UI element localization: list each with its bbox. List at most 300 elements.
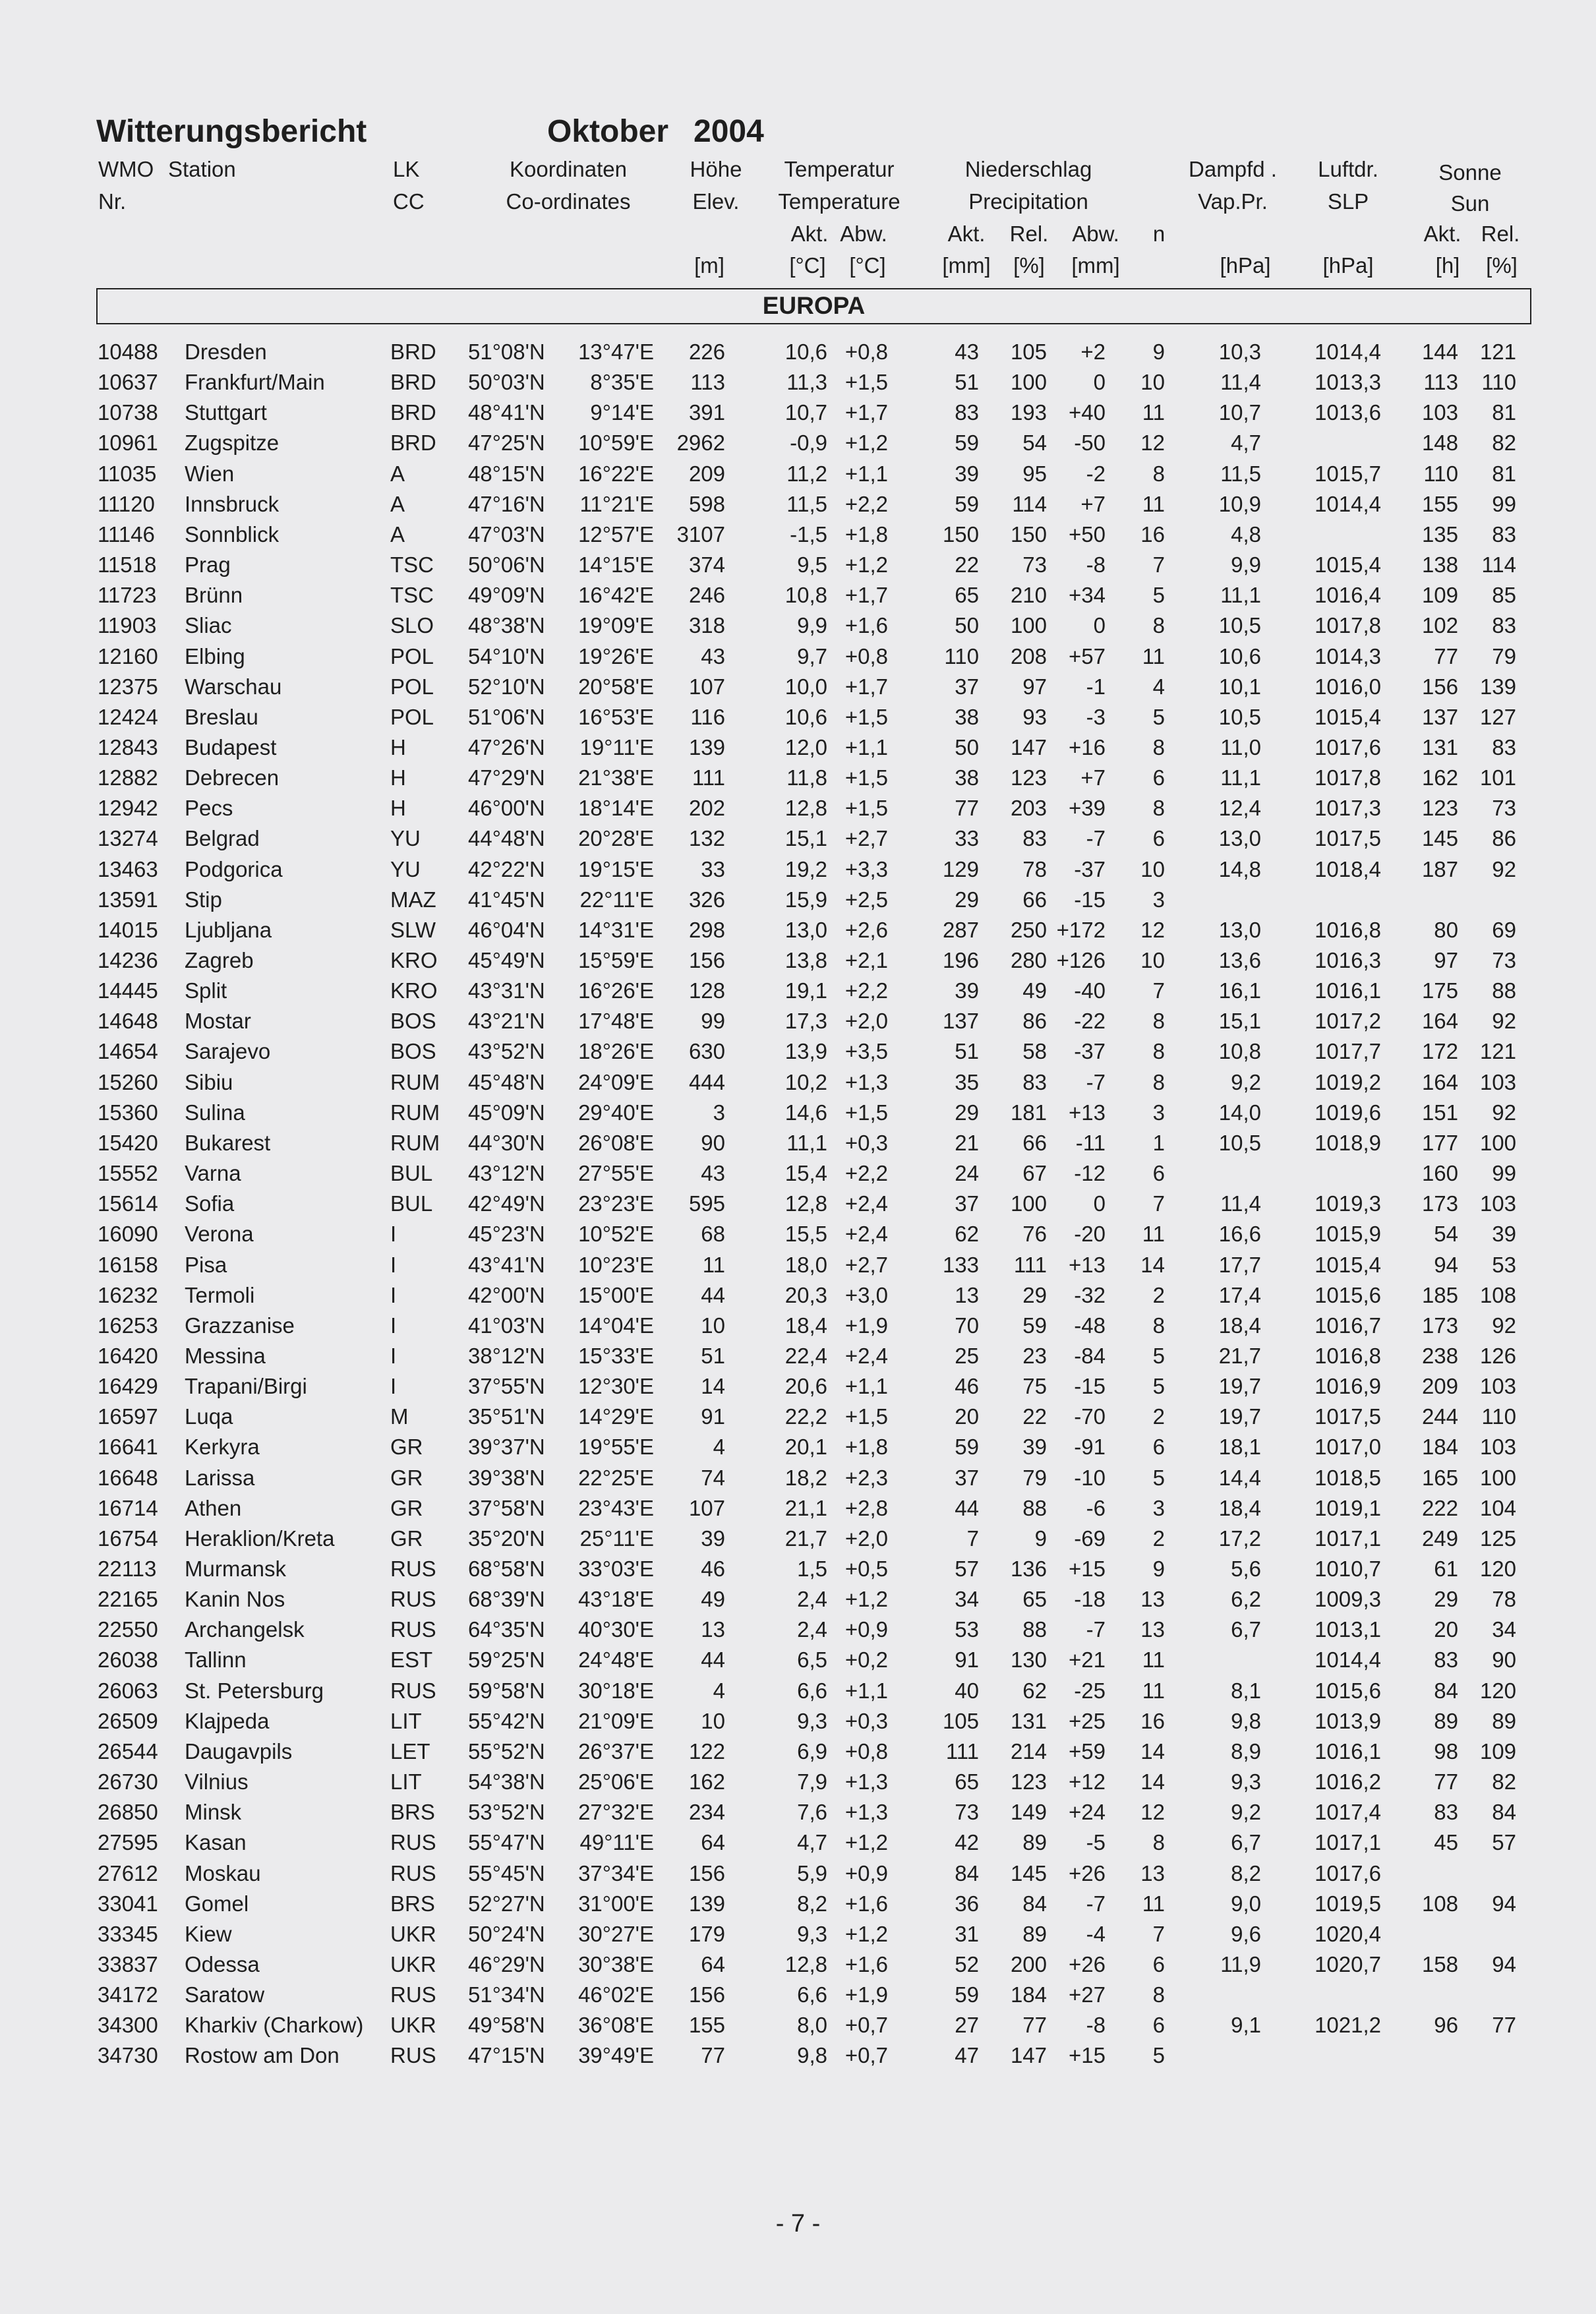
table-row xyxy=(0,1432,1596,1462)
cell-temp-akt: 19,2 xyxy=(784,856,827,881)
cell-prec-akt: 39 xyxy=(955,461,979,486)
cell-temp-akt: 13,8 xyxy=(784,948,827,972)
cell-vapour-pressure: 10,1 xyxy=(1218,674,1261,699)
cell-temp-akt: 9,7 xyxy=(797,643,827,668)
cell-longitude: 14°15'E xyxy=(578,552,654,578)
cell-latitude: 51°08'N xyxy=(468,340,545,364)
cell-longitude: 25°11'E xyxy=(579,1526,654,1551)
cell-country: GR xyxy=(390,1526,423,1551)
cell-prec-akt: 29 xyxy=(955,1100,979,1125)
cell-country: LIT xyxy=(390,1708,422,1733)
cell-wmo-nr: 22165 xyxy=(98,1587,158,1612)
cell-prec-rel: 86 xyxy=(1022,1009,1047,1034)
cell-elevation: 209 xyxy=(688,461,725,486)
cell-sun-akt: 185 xyxy=(1421,1282,1458,1307)
header-temp-akt: Akt. xyxy=(790,222,829,246)
cell-wmo-nr: 11146 xyxy=(98,521,155,547)
cell-country: RUS xyxy=(390,1860,436,1885)
cell-prec-akt: 133 xyxy=(942,1252,979,1277)
cell-prec-n: 5 xyxy=(1152,1465,1165,1490)
cell-temp-akt: 6,6 xyxy=(797,1678,827,1703)
cell-prec-n: 7 xyxy=(1152,1191,1165,1216)
cell-sun-rel: 83 xyxy=(1492,613,1516,638)
table-row xyxy=(0,1189,1596,1219)
cell-prec-abw: -8 xyxy=(1086,2013,1106,2038)
table-row xyxy=(0,1371,1596,1402)
cell-sun-akt: 151 xyxy=(1421,1100,1458,1125)
cell-longitude: 10°52'E xyxy=(578,1222,654,1247)
cell-vapour-pressure: 11,1 xyxy=(1220,765,1261,790)
cell-longitude: 22°11'E xyxy=(579,887,654,912)
cell-vapour-pressure: 8,2 xyxy=(1231,1860,1261,1885)
table-row xyxy=(0,1158,1596,1189)
cell-station: Messina xyxy=(185,1343,266,1368)
cell-prec-akt: 22 xyxy=(955,552,979,578)
cell-temp-akt: 22,2 xyxy=(784,1404,827,1429)
cell-elevation: 128 xyxy=(688,978,725,1003)
header-prec-abw-unit: [mm] xyxy=(1071,253,1120,278)
cell-longitude: 24°48'E xyxy=(578,1647,654,1673)
cell-prec-akt: 38 xyxy=(955,704,979,729)
cell-longitude: 25°06'E xyxy=(578,1769,654,1795)
cell-slp: 1016,8 xyxy=(1315,917,1381,942)
cell-temp-akt: 19,1 xyxy=(784,978,827,1003)
cell-temp-akt: 10,7 xyxy=(784,400,827,425)
cell-vapour-pressure: 11,1 xyxy=(1220,583,1261,608)
table-row xyxy=(0,580,1596,610)
cell-longitude: 26°37'E xyxy=(578,1738,654,1764)
cell-elevation: 234 xyxy=(688,1800,725,1825)
cell-station: Sonnblick xyxy=(185,521,280,547)
cell-temp-akt: 2,4 xyxy=(797,1587,827,1612)
cell-prec-n: 4 xyxy=(1152,674,1165,699)
cell-wmo-nr: 11120 xyxy=(98,491,155,516)
table-row xyxy=(0,1827,1596,1858)
cell-temp-abw: +3,0 xyxy=(844,1282,888,1307)
cell-wmo-nr: 10637 xyxy=(98,370,158,395)
cell-slp: 1015,6 xyxy=(1315,1282,1381,1307)
cell-prec-rel: 130 xyxy=(1010,1647,1047,1673)
cell-sun-akt: 97 xyxy=(1434,948,1458,972)
cell-slp: 1019,6 xyxy=(1315,1100,1381,1125)
cell-vapour-pressure: 19,7 xyxy=(1218,1374,1261,1399)
cell-wmo-nr: 16090 xyxy=(98,1222,158,1247)
cell-vapour-pressure: 9,2 xyxy=(1231,1069,1261,1094)
cell-longitude: 9°14'E xyxy=(590,400,654,425)
cell-prec-akt: 150 xyxy=(942,521,979,547)
cell-latitude: 47°03'N xyxy=(468,521,545,547)
cell-sun-rel: 53 xyxy=(1492,1252,1516,1277)
table-row xyxy=(0,1676,1596,1706)
cell-sun-akt: 96 xyxy=(1434,2013,1458,2038)
cell-prec-n: 11 xyxy=(1142,400,1165,425)
cell-prec-akt: 77 xyxy=(955,796,979,821)
cell-longitude: 15°59'E xyxy=(578,948,654,972)
cell-vapour-pressure: 10,7 xyxy=(1218,400,1261,425)
cell-station: Kharkiv (Charkow) xyxy=(185,2013,364,2038)
cell-prec-abw: +126 xyxy=(1056,948,1106,972)
table-row xyxy=(0,489,1596,519)
cell-wmo-nr: 34172 xyxy=(98,1982,158,2007)
cell-wmo-nr: 33345 xyxy=(98,1921,158,1946)
cell-prec-akt: 65 xyxy=(955,1769,979,1795)
cell-country: RUS xyxy=(390,2043,436,2068)
cell-prec-rel: 210 xyxy=(1010,583,1047,608)
cell-wmo-nr: 16597 xyxy=(98,1404,158,1429)
cell-sun-rel: 103 xyxy=(1479,1374,1516,1399)
cell-station: Zugspitze xyxy=(185,430,280,456)
cell-latitude: 50°06'N xyxy=(468,552,545,578)
cell-vapour-pressure: 10,5 xyxy=(1218,1130,1261,1155)
cell-prec-rel: 93 xyxy=(1022,704,1047,729)
cell-country: I xyxy=(390,1252,397,1277)
cell-latitude: 43°41'N xyxy=(468,1252,545,1277)
cell-prec-rel: 75 xyxy=(1022,1374,1047,1399)
header-sun-rel: Rel. xyxy=(1481,222,1520,246)
cell-prec-akt: 37 xyxy=(955,674,979,699)
cell-temp-abw: +0,7 xyxy=(844,2013,888,2038)
cell-longitude: 12°30'E xyxy=(578,1374,654,1399)
cell-prec-abw: -7 xyxy=(1086,1069,1106,1094)
cell-country: SLW xyxy=(390,917,436,942)
cell-country: RUS xyxy=(390,1678,436,1703)
cell-temp-akt: 18,0 xyxy=(784,1252,827,1277)
cell-wmo-nr: 27595 xyxy=(98,1830,158,1855)
cell-temp-akt: 9,3 xyxy=(797,1921,827,1946)
cell-prec-abw: -69 xyxy=(1074,1526,1106,1551)
cell-prec-abw: -15 xyxy=(1074,1374,1106,1399)
cell-temp-abw: +0,8 xyxy=(844,1738,888,1764)
cell-prec-akt: 57 xyxy=(955,1557,979,1581)
cell-elevation: 33 xyxy=(701,856,725,881)
cell-station: Vilnius xyxy=(185,1769,249,1795)
cell-country: POL xyxy=(390,704,434,729)
cell-temp-akt: 9,5 xyxy=(797,552,827,578)
cell-prec-n: 3 xyxy=(1152,887,1165,912)
cell-temp-abw: +0,8 xyxy=(844,643,888,668)
cell-longitude: 21°38'E xyxy=(578,765,654,790)
table-row xyxy=(0,1067,1596,1098)
cell-prec-akt: 110 xyxy=(944,643,979,668)
cell-longitude: 18°26'E xyxy=(578,1039,654,1064)
table-row xyxy=(0,1098,1596,1128)
cell-elevation: 444 xyxy=(688,1069,725,1094)
cell-station: Ljubljana xyxy=(185,917,272,942)
cell-longitude: 19°15'E xyxy=(578,856,654,881)
cell-temp-abw: +2,7 xyxy=(844,826,888,851)
cell-sun-akt: 80 xyxy=(1434,917,1458,942)
cell-sun-rel: 69 xyxy=(1492,917,1516,942)
cell-prec-abw: -6 xyxy=(1086,1495,1106,1520)
cell-vapour-pressure: 8,9 xyxy=(1231,1738,1261,1764)
report-title: Witterungsbericht xyxy=(96,114,367,149)
cell-sun-rel: 82 xyxy=(1492,1769,1516,1795)
cell-vapour-pressure: 12,4 xyxy=(1218,796,1261,821)
cell-vapour-pressure: 13,0 xyxy=(1218,917,1261,942)
cell-temp-abw: +2,2 xyxy=(844,978,888,1003)
table-row xyxy=(0,641,1596,672)
cell-sun-akt: 162 xyxy=(1421,765,1458,790)
cell-country: M xyxy=(390,1404,409,1429)
cell-sun-rel: 88 xyxy=(1492,978,1516,1003)
cell-elevation: 162 xyxy=(688,1769,725,1795)
cell-slp: 1017,4 xyxy=(1315,1800,1381,1825)
cell-country: RUS xyxy=(390,1982,436,2007)
cell-prec-rel: 150 xyxy=(1010,521,1047,547)
cell-slp: 1009,3 xyxy=(1315,1587,1381,1612)
cell-wmo-nr: 33041 xyxy=(98,1891,158,1916)
cell-wmo-nr: 16714 xyxy=(98,1495,158,1520)
cell-temp-akt: 13,0 xyxy=(784,917,827,942)
table-row xyxy=(0,2040,1596,2071)
cell-temp-abw: +1,1 xyxy=(844,1678,888,1703)
cell-prec-akt: 59 xyxy=(955,1435,979,1460)
cell-prec-n: 12 xyxy=(1140,430,1165,456)
cell-temp-akt: 10,6 xyxy=(784,704,827,729)
cell-temp-akt: 11,3 xyxy=(786,370,827,395)
header-temp-abw: Abw. xyxy=(840,222,887,246)
cell-country: UKR xyxy=(390,1921,436,1946)
region-header xyxy=(96,288,1531,324)
cell-station: Minsk xyxy=(185,1800,242,1825)
cell-sun-akt: 98 xyxy=(1434,1738,1458,1764)
cell-prec-n: 14 xyxy=(1140,1252,1165,1277)
cell-prec-rel: 29 xyxy=(1022,1282,1047,1307)
cell-prec-n: 11 xyxy=(1142,1647,1165,1673)
cell-country: A xyxy=(390,491,405,516)
cell-station: Belgrad xyxy=(185,826,260,851)
cell-temp-akt: 8,2 xyxy=(797,1891,827,1916)
cell-prec-rel: 149 xyxy=(1010,1800,1047,1825)
cell-prec-akt: 47 xyxy=(955,2043,979,2068)
cell-latitude: 38°12'N xyxy=(468,1343,545,1368)
cell-slp: 1021,2 xyxy=(1315,2013,1381,2038)
cell-station: Termoli xyxy=(185,1282,255,1307)
cell-sun-akt: 83 xyxy=(1434,1800,1458,1825)
header-prec-n: n xyxy=(1152,222,1166,246)
cell-longitude: 20°28'E xyxy=(578,826,654,851)
cell-prec-abw: +21 xyxy=(1069,1647,1106,1673)
cell-vapour-pressure: 9,3 xyxy=(1231,1769,1261,1795)
cell-vapour-pressure: 14,4 xyxy=(1218,1465,1261,1490)
cell-latitude: 55°45'N xyxy=(468,1860,545,1885)
cell-prec-n: 5 xyxy=(1152,1343,1165,1368)
cell-prec-n: 7 xyxy=(1152,1921,1165,1946)
header-luftdr: Luftdr. xyxy=(1318,157,1378,181)
cell-temp-akt: 9,9 xyxy=(797,613,827,638)
cell-prec-n: 11 xyxy=(1142,1222,1165,1247)
table-row xyxy=(0,976,1596,1006)
cell-vapour-pressure: 11,9 xyxy=(1220,1951,1261,1976)
cell-prec-abw: +34 xyxy=(1069,583,1106,608)
cell-temp-abw: +1,3 xyxy=(844,1769,888,1795)
cell-vapour-pressure: 13,6 xyxy=(1218,948,1261,972)
table-row xyxy=(0,550,1596,580)
cell-sun-rel: 77 xyxy=(1492,2013,1516,2038)
cell-elevation: 77 xyxy=(701,2043,725,2068)
cell-prec-rel: 67 xyxy=(1022,1161,1047,1186)
cell-prec-rel: 89 xyxy=(1022,1921,1047,1946)
cell-latitude: 37°55'N xyxy=(468,1374,545,1399)
cell-station: Sulina xyxy=(185,1100,245,1125)
cell-temp-abw: +0,5 xyxy=(844,1557,888,1581)
cell-vapour-pressure: 9,6 xyxy=(1231,1921,1261,1946)
cell-prec-akt: 84 xyxy=(955,1860,979,1885)
cell-longitude: 27°32'E xyxy=(578,1800,654,1825)
cell-prec-n: 9 xyxy=(1152,340,1165,364)
cell-prec-n: 6 xyxy=(1152,826,1165,851)
cell-prec-rel: 136 xyxy=(1010,1557,1047,1581)
cell-station: Sliac xyxy=(185,613,232,638)
cell-country: BOS xyxy=(390,1039,436,1064)
table-row xyxy=(0,1463,1596,1493)
cell-station: Innsbruck xyxy=(185,491,280,516)
cell-station: Sibiu xyxy=(185,1069,233,1094)
table-row xyxy=(0,1736,1596,1767)
cell-country: RUM xyxy=(390,1130,440,1155)
cell-temp-abw: +1,2 xyxy=(844,552,888,578)
cell-temp-abw: +2,1 xyxy=(844,948,888,972)
cell-country: RUS xyxy=(390,1830,436,1855)
cell-prec-rel: 65 xyxy=(1022,1587,1047,1612)
cell-latitude: 64°35'N xyxy=(468,1617,545,1642)
cell-sun-rel: 109 xyxy=(1479,1738,1516,1764)
header-sun-akt: Akt. xyxy=(1423,222,1462,246)
cell-country: BUL xyxy=(390,1161,433,1186)
cell-prec-abw: -10 xyxy=(1074,1465,1106,1490)
cell-elevation: 64 xyxy=(701,1951,725,1976)
cell-sun-akt: 148 xyxy=(1421,430,1458,456)
cell-temp-abw: +0,3 xyxy=(844,1130,888,1155)
cell-sun-rel: 103 xyxy=(1479,1191,1516,1216)
cell-vapour-pressure: 4,7 xyxy=(1231,430,1261,456)
cell-longitude: 27°55'E xyxy=(578,1161,654,1186)
cell-country: BRS xyxy=(390,1891,435,1916)
cell-country: A xyxy=(390,521,405,547)
cell-temp-abw: +2,0 xyxy=(844,1526,888,1551)
cell-station: Prag xyxy=(185,552,231,578)
cell-sun-akt: 123 xyxy=(1421,796,1458,821)
header-prec-rel: Rel. xyxy=(1009,222,1049,246)
cell-temp-abw: +1,1 xyxy=(844,1374,888,1399)
cell-latitude: 43°52'N xyxy=(468,1039,545,1064)
cell-station: Budapest xyxy=(185,734,277,759)
cell-station: Athen xyxy=(185,1495,242,1520)
cell-station: Bukarest xyxy=(185,1130,271,1155)
cell-country: EST xyxy=(390,1647,433,1673)
cell-prec-n: 11 xyxy=(1142,1678,1165,1703)
cell-prec-n: 8 xyxy=(1152,796,1165,821)
cell-sun-akt: 103 xyxy=(1421,400,1458,425)
cell-longitude: 16°22'E xyxy=(578,461,654,486)
cell-wmo-nr: 14648 xyxy=(98,1009,158,1034)
cell-prec-akt: 27 xyxy=(955,2013,979,2038)
cell-sun-akt: 164 xyxy=(1421,1009,1458,1034)
cell-latitude: 47°25'N xyxy=(468,430,545,456)
cell-sun-rel: 34 xyxy=(1492,1617,1516,1642)
cell-prec-n: 8 xyxy=(1152,1039,1165,1064)
header-wmo: WMO xyxy=(98,157,154,181)
cell-elevation: 10 xyxy=(701,1708,725,1733)
header-station: Station xyxy=(168,157,236,181)
cell-elevation: 630 xyxy=(688,1039,725,1064)
cell-latitude: 47°26'N xyxy=(468,734,545,759)
cell-sun-akt: 137 xyxy=(1421,704,1458,729)
cell-country: TSC xyxy=(390,583,434,608)
header-koordinaten: Koordinaten xyxy=(510,157,627,181)
cell-prec-akt: 59 xyxy=(955,1982,979,2007)
cell-longitude: 29°40'E xyxy=(578,1100,654,1125)
cell-station: Murmansk xyxy=(185,1557,287,1581)
cell-station: Luqa xyxy=(185,1404,233,1429)
cell-vapour-pressure: 17,7 xyxy=(1218,1252,1261,1277)
cell-temp-akt: -0,9 xyxy=(790,430,827,456)
cell-sun-rel: 79 xyxy=(1492,643,1516,668)
cell-station: Gomel xyxy=(185,1891,249,1916)
table-row xyxy=(0,1219,1596,1249)
cell-country: YU xyxy=(390,826,421,851)
cell-station: Brünn xyxy=(185,583,243,608)
cell-prec-abw: -37 xyxy=(1074,1039,1106,1064)
cell-latitude: 43°21'N xyxy=(468,1009,545,1034)
cell-slp: 1013,9 xyxy=(1315,1708,1381,1733)
cell-wmo-nr: 15552 xyxy=(98,1161,158,1186)
cell-prec-abw: +25 xyxy=(1069,1708,1106,1733)
header-coordinates: Co-ordinates xyxy=(506,189,631,214)
cell-latitude: 41°03'N xyxy=(468,1313,545,1338)
cell-sun-akt: 164 xyxy=(1421,1069,1458,1094)
cell-latitude: 43°31'N xyxy=(468,978,545,1003)
cell-station: Kiew xyxy=(185,1921,232,1946)
cell-wmo-nr: 12424 xyxy=(98,704,158,729)
cell-sun-akt: 109 xyxy=(1421,583,1458,608)
cell-temp-akt: 15,4 xyxy=(784,1161,827,1186)
table-row xyxy=(0,672,1596,702)
cell-slp: 1017,0 xyxy=(1315,1435,1381,1460)
cell-vapour-pressure: 10,9 xyxy=(1218,491,1261,516)
cell-sun-rel: 110 xyxy=(1481,370,1516,395)
cell-prec-akt: 43 xyxy=(955,340,979,364)
cell-wmo-nr: 15614 xyxy=(98,1191,158,1216)
cell-elevation: 4 xyxy=(713,1435,725,1460)
cell-slp: 1016,4 xyxy=(1315,583,1381,608)
cell-prec-n: 8 xyxy=(1152,613,1165,638)
cell-prec-abw: +2 xyxy=(1080,340,1106,364)
cell-prec-akt: 37 xyxy=(955,1191,979,1216)
cell-longitude: 24°09'E xyxy=(578,1069,654,1094)
cell-prec-akt: 111 xyxy=(945,1738,979,1764)
cell-country: I xyxy=(390,1343,397,1368)
cell-slp: 1019,1 xyxy=(1315,1495,1381,1520)
cell-temp-akt: 6,9 xyxy=(797,1738,827,1764)
cell-prec-akt: 44 xyxy=(955,1495,979,1520)
cell-prec-n: 10 xyxy=(1140,856,1165,881)
cell-sun-akt: 145 xyxy=(1421,826,1458,851)
cell-longitude: 19°11'E xyxy=(579,734,654,759)
cell-station: Varna xyxy=(185,1161,241,1186)
cell-prec-akt: 51 xyxy=(955,1039,979,1064)
cell-latitude: 59°25'N xyxy=(468,1647,545,1673)
cell-country: RUM xyxy=(390,1069,440,1094)
cell-station: Larissa xyxy=(185,1465,255,1490)
cell-latitude: 51°06'N xyxy=(468,704,545,729)
cell-sun-akt: 156 xyxy=(1421,674,1458,699)
cell-prec-abw: -7 xyxy=(1086,826,1106,851)
cell-prec-rel: 131 xyxy=(1010,1708,1047,1733)
cell-slp: 1020,4 xyxy=(1315,1921,1381,1946)
cell-slp: 1015,7 xyxy=(1315,461,1381,486)
cell-wmo-nr: 26730 xyxy=(98,1769,158,1795)
